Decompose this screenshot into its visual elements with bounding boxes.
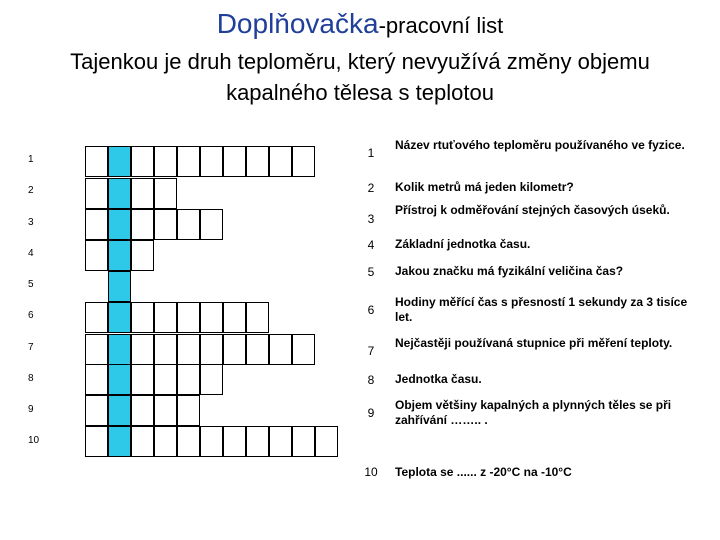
clue-number: 8 [367, 373, 375, 387]
clue-text: Název rtuťového teploměru používaného ve fyzice. [395, 138, 685, 152]
crossword-cell [154, 426, 177, 457]
crossword-cell [223, 302, 246, 333]
crossword-cell [223, 426, 246, 457]
crossword-key-cell [108, 364, 131, 395]
clue-text: Teplota se ...... z -20°C na -10°C [395, 465, 572, 479]
crossword-cell [85, 240, 108, 271]
page-title [0, 8, 720, 40]
clue-number: 6 [367, 303, 375, 317]
crossword-cell [200, 209, 223, 240]
crossword-cell [131, 395, 154, 426]
grid-row-number: 7 [28, 342, 34, 353]
crossword-cell [177, 364, 200, 395]
crossword-cell [200, 364, 223, 395]
crossword-cell [177, 334, 200, 365]
clue-number: 9 [367, 406, 375, 420]
subtitle-line: Tajenkou je druh teploměru, který nevyužívá změny objemu [70, 49, 650, 74]
clue-number: 5 [367, 265, 375, 279]
crossword-cell [200, 146, 223, 177]
crossword-cell [200, 334, 223, 365]
crossword-cell [85, 364, 108, 395]
clue-text: Hodiny měřící čas s přesností 1 sekundy za 3 tisíce let. [395, 295, 688, 324]
crossword-key-cell [108, 395, 131, 426]
crossword-cell [154, 178, 177, 209]
crossword-cell [269, 146, 292, 177]
clue-number: 1 [367, 146, 375, 160]
crossword-cell [177, 395, 200, 426]
crossword-cell [131, 209, 154, 240]
grid-row-number: 8 [28, 373, 34, 384]
crossword-cell [223, 334, 246, 365]
crossword-key-cell [108, 209, 131, 240]
crossword-cell [131, 302, 154, 333]
grid-row-number: 1 [28, 154, 34, 165]
grid-row-number: 5 [28, 279, 34, 290]
crossword-cell [246, 426, 269, 457]
crossword-cell [85, 302, 108, 333]
crossword-cell [246, 146, 269, 177]
crossword-cell [177, 426, 200, 457]
crossword-key-cell [108, 271, 131, 302]
crossword-cell [154, 364, 177, 395]
subtitle-line: kapalného tělesa s teplotou [226, 80, 494, 105]
crossword-cell [154, 209, 177, 240]
crossword-cell [200, 426, 223, 457]
crossword-cell [85, 146, 108, 177]
crossword-cell [177, 302, 200, 333]
crossword-cell [85, 395, 108, 426]
title-main: Doplňovačka [216, 8, 379, 39]
crossword-cell [131, 146, 154, 177]
clue-number: 10 [364, 465, 378, 479]
clue-number: 3 [367, 212, 375, 226]
crossword-key-cell [108, 178, 131, 209]
clue-text: Přístroj k odměřování stejných časových úseků. [395, 203, 670, 217]
grid-row-number: 3 [28, 217, 34, 228]
crossword-cell [131, 178, 154, 209]
crossword-key-cell [108, 302, 131, 333]
crossword-cell [154, 302, 177, 333]
crossword-cell [131, 240, 154, 271]
crossword-cell [246, 334, 269, 365]
clue-text: Jakou značku má fyzikální veličina čas? [395, 264, 624, 278]
clue-number: 2 [367, 181, 375, 195]
crossword-cell [292, 334, 315, 365]
crossword-cell [269, 334, 292, 365]
crossword-cell [154, 395, 177, 426]
clue-text: Základní jednotka času. [395, 237, 531, 251]
title-sub: -pracovní list [378, 13, 504, 38]
crossword-cell [85, 426, 108, 457]
crossword-cell [269, 426, 292, 457]
crossword-cell [85, 334, 108, 365]
grid-row-number: 9 [28, 404, 34, 415]
crossword-cell [131, 334, 154, 365]
clue-text: Jednotka času. [395, 372, 482, 386]
clue-number: 7 [367, 344, 375, 358]
crossword-cell [292, 426, 315, 457]
clue-number: 4 [367, 238, 375, 252]
crossword-cell [177, 146, 200, 177]
subtitle [0, 46, 720, 108]
crossword-cell [177, 209, 200, 240]
crossword-key-cell [108, 240, 131, 271]
crossword-key-cell [108, 426, 131, 457]
crossword-cell [223, 146, 246, 177]
grid-row-number: 4 [28, 248, 34, 259]
crossword-cell [200, 302, 223, 333]
crossword-cell [131, 426, 154, 457]
crossword-cell [131, 364, 154, 395]
clue-text: Nejčastěji používaná stupnice při měření teploty. [395, 336, 673, 350]
grid-row-number: 6 [28, 310, 34, 321]
crossword-cell [315, 426, 338, 457]
crossword-cell [154, 334, 177, 365]
crossword-cell [154, 146, 177, 177]
clue-text: Objem většiny kapalných a plynných těles se při zahřívání …….. . [395, 398, 672, 427]
clue-text: Kolik metrů má jeden kilometr? [395, 180, 574, 194]
crossword-cell [85, 178, 108, 209]
crossword-cell [85, 209, 108, 240]
crossword-cell [292, 146, 315, 177]
grid-row-number: 2 [28, 185, 34, 196]
crossword-cell [246, 302, 269, 333]
crossword-key-cell [108, 334, 131, 365]
crossword-key-cell [108, 146, 131, 177]
grid-row-number: 10 [28, 435, 40, 446]
